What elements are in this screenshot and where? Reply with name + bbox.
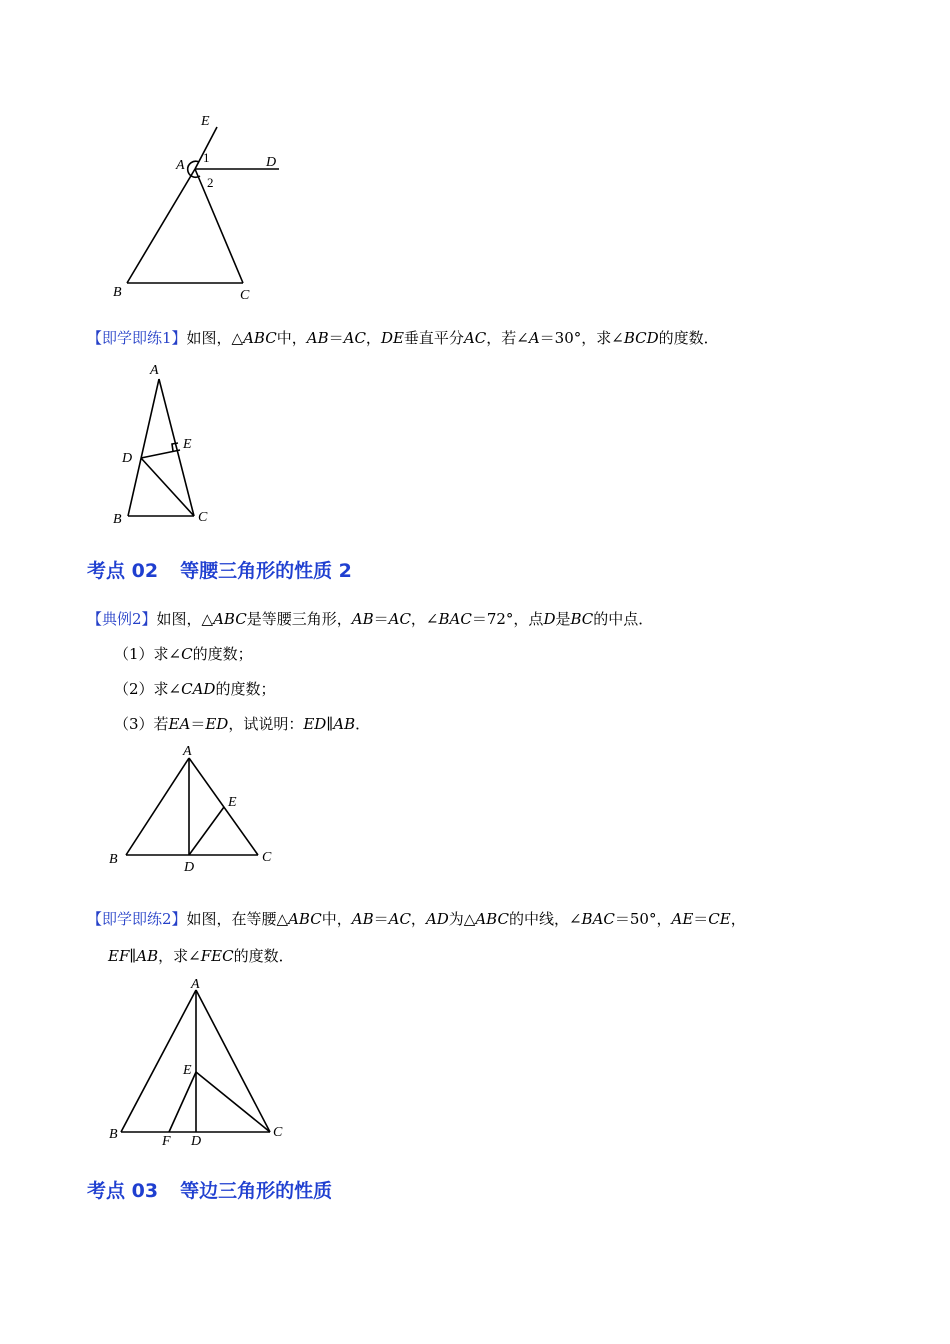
example-2-question-3 xyxy=(114,714,370,734)
text: ∥ xyxy=(326,715,334,733)
figure-3 xyxy=(100,740,290,880)
text: ，若∠ xyxy=(486,329,529,347)
text: 为△ xyxy=(448,910,476,928)
label-a: A xyxy=(150,363,159,378)
label-b: B xyxy=(113,512,122,527)
label-d: D xyxy=(266,155,277,170)
example-2-text xyxy=(87,609,653,629)
text: ＝30°，求∠ xyxy=(539,329,624,347)
text: AC xyxy=(463,329,487,347)
example-2-tag: 【典例2】 xyxy=(87,610,157,628)
line-de xyxy=(189,807,224,855)
label-e: E xyxy=(183,1063,192,1078)
text: AD xyxy=(425,910,449,928)
text: 如图，△ xyxy=(186,329,244,347)
text: C xyxy=(181,645,193,663)
text: ，∠ xyxy=(410,610,439,628)
section-02-number: 考点 02 xyxy=(87,560,159,582)
label-c: C xyxy=(273,1125,283,1140)
text: AB xyxy=(333,715,356,733)
label-a: A xyxy=(191,977,200,992)
section-03-heading xyxy=(87,1176,332,1203)
text: 的度数． xyxy=(233,947,294,965)
practice-2-text-line-1 xyxy=(87,909,746,929)
label-d: D xyxy=(191,1134,202,1149)
text: 垂直平分 xyxy=(403,329,464,347)
text: CE xyxy=(708,910,731,928)
text: CAD xyxy=(181,680,216,698)
figure-1 xyxy=(100,105,300,305)
text: AB xyxy=(351,610,374,628)
text: ED xyxy=(205,715,229,733)
text: 如图，△ xyxy=(156,610,214,628)
line-ab xyxy=(126,758,189,855)
text: D xyxy=(543,610,556,628)
text: AB xyxy=(306,329,329,347)
practice-1-tag: 【即学即练1】 xyxy=(87,329,187,347)
text: ＝ xyxy=(373,910,389,928)
section-02-heading xyxy=(87,556,352,583)
label-a: A xyxy=(183,744,192,759)
line-ab xyxy=(128,379,159,516)
text: AC xyxy=(343,329,366,347)
text: ＝ xyxy=(328,329,344,347)
text: 是 xyxy=(555,610,571,628)
text: （2）求∠ xyxy=(114,680,182,698)
text: ED xyxy=(303,715,327,733)
text: 的度数． xyxy=(658,329,719,347)
text: A xyxy=(528,329,540,347)
label-c: C xyxy=(262,850,272,865)
label-c: C xyxy=(240,288,250,303)
text: DE xyxy=(380,329,404,347)
line-ab xyxy=(121,990,196,1132)
text: ABC xyxy=(213,610,247,628)
label-d: D xyxy=(184,860,195,875)
text: 的中点． xyxy=(593,610,654,628)
example-2-question-1 xyxy=(114,644,253,664)
label-e: E xyxy=(228,795,237,810)
label-angle-2: 2 xyxy=(207,175,214,190)
section-02-title: 等腰三角形的性质 2 xyxy=(180,560,352,582)
text: 的中线，∠ xyxy=(508,910,582,928)
text: ＝ xyxy=(373,610,389,628)
text: AC xyxy=(388,610,411,628)
text: ， xyxy=(410,910,426,928)
label-a: A xyxy=(176,158,185,173)
text: ＝50°， xyxy=(614,910,672,928)
practice-1-text xyxy=(87,328,719,348)
text: 中， xyxy=(321,910,352,928)
text: ＝ xyxy=(693,910,709,928)
figure-2 xyxy=(100,355,230,530)
text: AB xyxy=(136,947,159,965)
text: ABC xyxy=(243,329,277,347)
label-b: B xyxy=(113,285,122,300)
text: ＝72°，点 xyxy=(471,610,544,628)
label-b: B xyxy=(109,852,118,867)
text: （3）若 xyxy=(114,715,169,733)
text: ， xyxy=(730,910,746,928)
text: BC xyxy=(570,610,594,628)
text: EF xyxy=(108,947,130,965)
label-e: E xyxy=(183,437,192,452)
text: 中， xyxy=(276,329,307,347)
label-c: C xyxy=(198,510,208,525)
label-e: E xyxy=(201,114,210,129)
line-ac xyxy=(196,990,270,1132)
text: BCD xyxy=(623,329,659,347)
text: ＝ xyxy=(190,715,206,733)
text: ，试说明： xyxy=(228,715,304,733)
text: 是等腰三角形， xyxy=(246,610,352,628)
text: BAC xyxy=(438,610,472,628)
line-ac xyxy=(195,169,243,283)
label-f: F xyxy=(162,1134,171,1149)
label-d: D xyxy=(122,451,133,466)
text: FEC xyxy=(200,947,234,965)
text: 的度数； xyxy=(215,680,276,698)
section-03-title: 等边三角形的性质 xyxy=(180,1180,333,1202)
line-ab xyxy=(127,169,195,283)
text: AE xyxy=(671,910,694,928)
text: ，求∠ xyxy=(158,947,201,965)
text: ∥ xyxy=(129,947,137,965)
text: EA xyxy=(168,715,191,733)
text: BAC xyxy=(581,910,615,928)
text: ， xyxy=(365,329,381,347)
text: ． xyxy=(355,715,371,733)
line-ec xyxy=(196,1072,270,1132)
example-2-question-2 xyxy=(114,679,275,699)
figure-4 xyxy=(100,970,300,1155)
line-de xyxy=(141,450,180,458)
practice-2-text-line-2 xyxy=(108,946,294,966)
text: AB xyxy=(351,910,374,928)
label-angle-1: 1 xyxy=(203,150,210,165)
section-03-number: 考点 03 xyxy=(87,1180,159,1202)
text: ABC xyxy=(475,910,509,928)
line-ef xyxy=(169,1072,196,1132)
text: ABC xyxy=(288,910,322,928)
practice-2-tag: 【即学即练2】 xyxy=(87,910,187,928)
text: （1）求∠ xyxy=(114,645,182,663)
text: AC xyxy=(388,910,411,928)
text: 如图，在等腰△ xyxy=(186,910,289,928)
label-b: B xyxy=(109,1127,118,1142)
text: 的度数； xyxy=(192,645,253,663)
